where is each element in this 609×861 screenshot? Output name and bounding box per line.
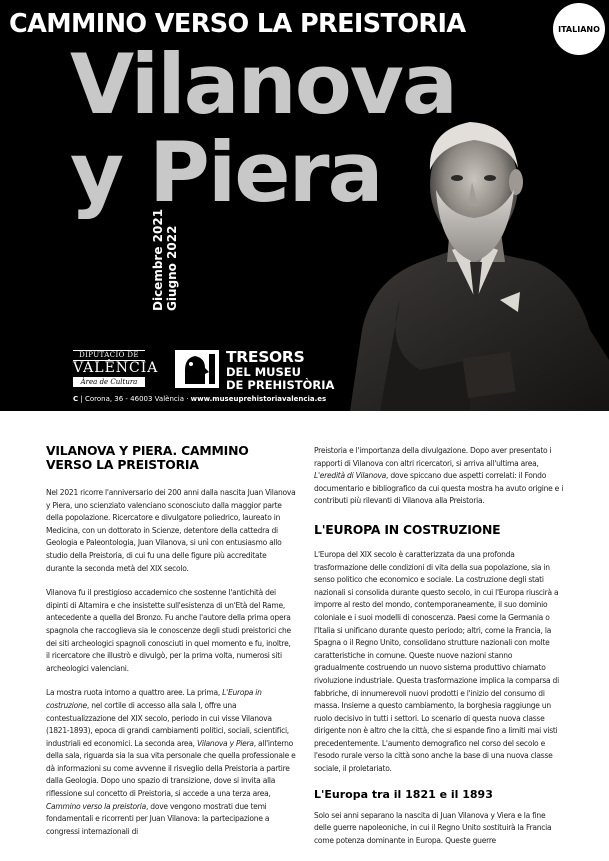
area-title-eredita: L'eredità di Vilanova (314, 471, 387, 481)
date-end: Giugno 2022 (165, 225, 179, 311)
exhibition-kicker: CAMMINO VERSO LA PREISTORIA (9, 9, 466, 39)
subsection-heading: L'Europa tra il 1821 e il 1893 (314, 787, 493, 801)
diputacio-logo-line2: VALÈNCIA (73, 360, 159, 376)
intro-paragraph-3-continued: Preistoria e l'importanza della divulgazione. Dopo aver presentato i rapporti di Vilanova con altri ricercatori, si arriva all'ultima area, L'eredità di Vilanova, dove spiccano due aspetti correlati: il Fondo documentario e bibliografico da cui questa mostra ha avuto origine e i contributi più rilevanti di Vilanova alla Preistoria. (314, 446, 564, 506)
date-start: Dicembre 2021 (151, 208, 165, 311)
exhibition-dates (151, 208, 241, 311)
intro-paragraph-2: Vilanova fu il prestigioso accademico che sostenne l'antichità dei dipinti di Altamira e che insistette sull'esistenza di un'Età del Rame, antecedente a quella del Bronzo. Fu anche l'autore della prima opera spagnola che raccoglieva sia le conoscenze degli studi preistorici che dei siti archeologici spagnoli conosciuti in quel momento e fu, inoltre, il ricercatore che illustrò e divulgò, per la prima volta, numerosi siti archeologici valenciani. (46, 588, 291, 673)
area-title-vilanova: Vilanova y Piera (196, 738, 254, 748)
museum-logo-line2: DEL MUSEU (226, 365, 301, 379)
title-line-2: y Piera (70, 124, 382, 221)
section-heading-europa: L'EUROPA IN COSTRUZIONE (314, 521, 501, 537)
language-badge[interactable]: ITALIANO (553, 3, 605, 55)
article-column-left (46, 444, 296, 838)
museum-logo-line3: DE PREHISTÒRIA (226, 378, 335, 392)
intro-paragraph-3: La mostra ruota intorno a quattro aree. La prima, L'Europa in costruzione, nel cortile di accesso alla sala I, offre una contestualizzazione del XIX secolo, periodo in cui visse Vilanova (1821-1893), epoca di grandi cambiamenti politici, sociali, scientifici, industriali ed economici. La seconda area, Vilanova y Piera, all'interno della sala, riguarda sia la sua vita personale che quella professionale e dà informazioni su come avvenne il risveglio della Preistoria a partire dalla Geologia. Dopo uno spazio di transizione, dove si invita alla riflessione sul concetto di Preistoria, si accede a una terza area, Cammino verso la preistoria, dove vengono mostrati due temi fondamentali e ricorrenti per Juan Vilanova: la partecipazione a congressi internazionali di (46, 688, 296, 836)
title-line-1: Vilanova (70, 36, 456, 133)
address-text: | Corona, 36 - 46003 València · (78, 395, 191, 403)
museum-address (73, 395, 326, 403)
area-title-europa: L'Europa in costruzione (46, 688, 262, 710)
subsection-paragraph: Solo sei anni separano la nascita di Juan Vilanova y Viera e la fine delle guerre napoleoniche, in cui il Regno Unito sostituirà la Francia come potenza dominante in Europa. Queste guerre (314, 810, 552, 845)
article-heading: VILANOVA Y PIERA. CAMMINO VERSO LA PREISTORIA (46, 443, 249, 472)
museum-emblem-icon (175, 350, 219, 388)
intro-paragraph-1: Nel 2021 ricorre l'anniversario dei 200 anni dalla nascita Juan Vilanova y Piera, uno scienziato valenciano sconosciuto dalla maggior parte della popolazione. Ricercatore e divulgatore poliedrico, laureato in Medicina, con un dottorato in Scienze, detentore della cattedra di Geologia e Paleontologia, Juan Vilanova, si unì con entusiasmo allo studio della Preistoria, di cui fu una delle figure più accreditate durante la seconda metà del XIX secolo. (46, 488, 296, 573)
museum-website-link[interactable]: www.museuprehistoriavalencia.es (190, 395, 327, 403)
museum-logo-text (226, 349, 334, 392)
diputacio-logo (73, 350, 159, 388)
address-prefix: C (73, 395, 79, 403)
section-paragraph-europa: L'Europa del XIX secolo è caratterizzata da una profonda trasformazione delle condizioni di vita della sua popolazione, sia in senso politico che economico e sociale. La costruzione degli stati nazionali si consolida durante questo secolo, in cui l'Europa riuscirà a imporre al resto del mondo, contemporaneamente, il suo dominio coloniale e i suoi modelli di conoscenza. Paesi come la Germania o l'Italia si unificano durante questo periodo; altri, come la Francia, la Spagna o il Regno Unito, consolidano strutture nazionali con molte caratteristiche in comune. Queste nuove nazioni stanno gradualmente costruendo un nuovo sistema produttivo chiamato rivoluzione industriale. Questa trasformazione implica la comparsa di fabbriche, di innumerevoli nuovi prodotti e l'inizio del consumo di massa. Insieme a questo cambiamento, la borghesia raggiunge un ruolo decisivo in tutti i settori. Lo scenario di questa nuova classe dirigente non è altro che la città, che si espande fino a limiti mai visti precedentemente. L'aumento demografico nel corso del secolo e l'esodo rurale verso la città sono anche la base di una nuova classe sociale, il proletariato. (314, 549, 559, 774)
article-column-right (314, 445, 564, 847)
diputacio-logo-line3: Àrea de Cultura (73, 377, 145, 387)
area-title-cammino: Cammino verso la preistoria (46, 801, 146, 811)
museum-logo-line1: TRESORS (226, 348, 305, 366)
diputacio-logo-line1: DIPUTACIÓ DE (73, 350, 145, 361)
exhibition-banner (0, 0, 609, 411)
